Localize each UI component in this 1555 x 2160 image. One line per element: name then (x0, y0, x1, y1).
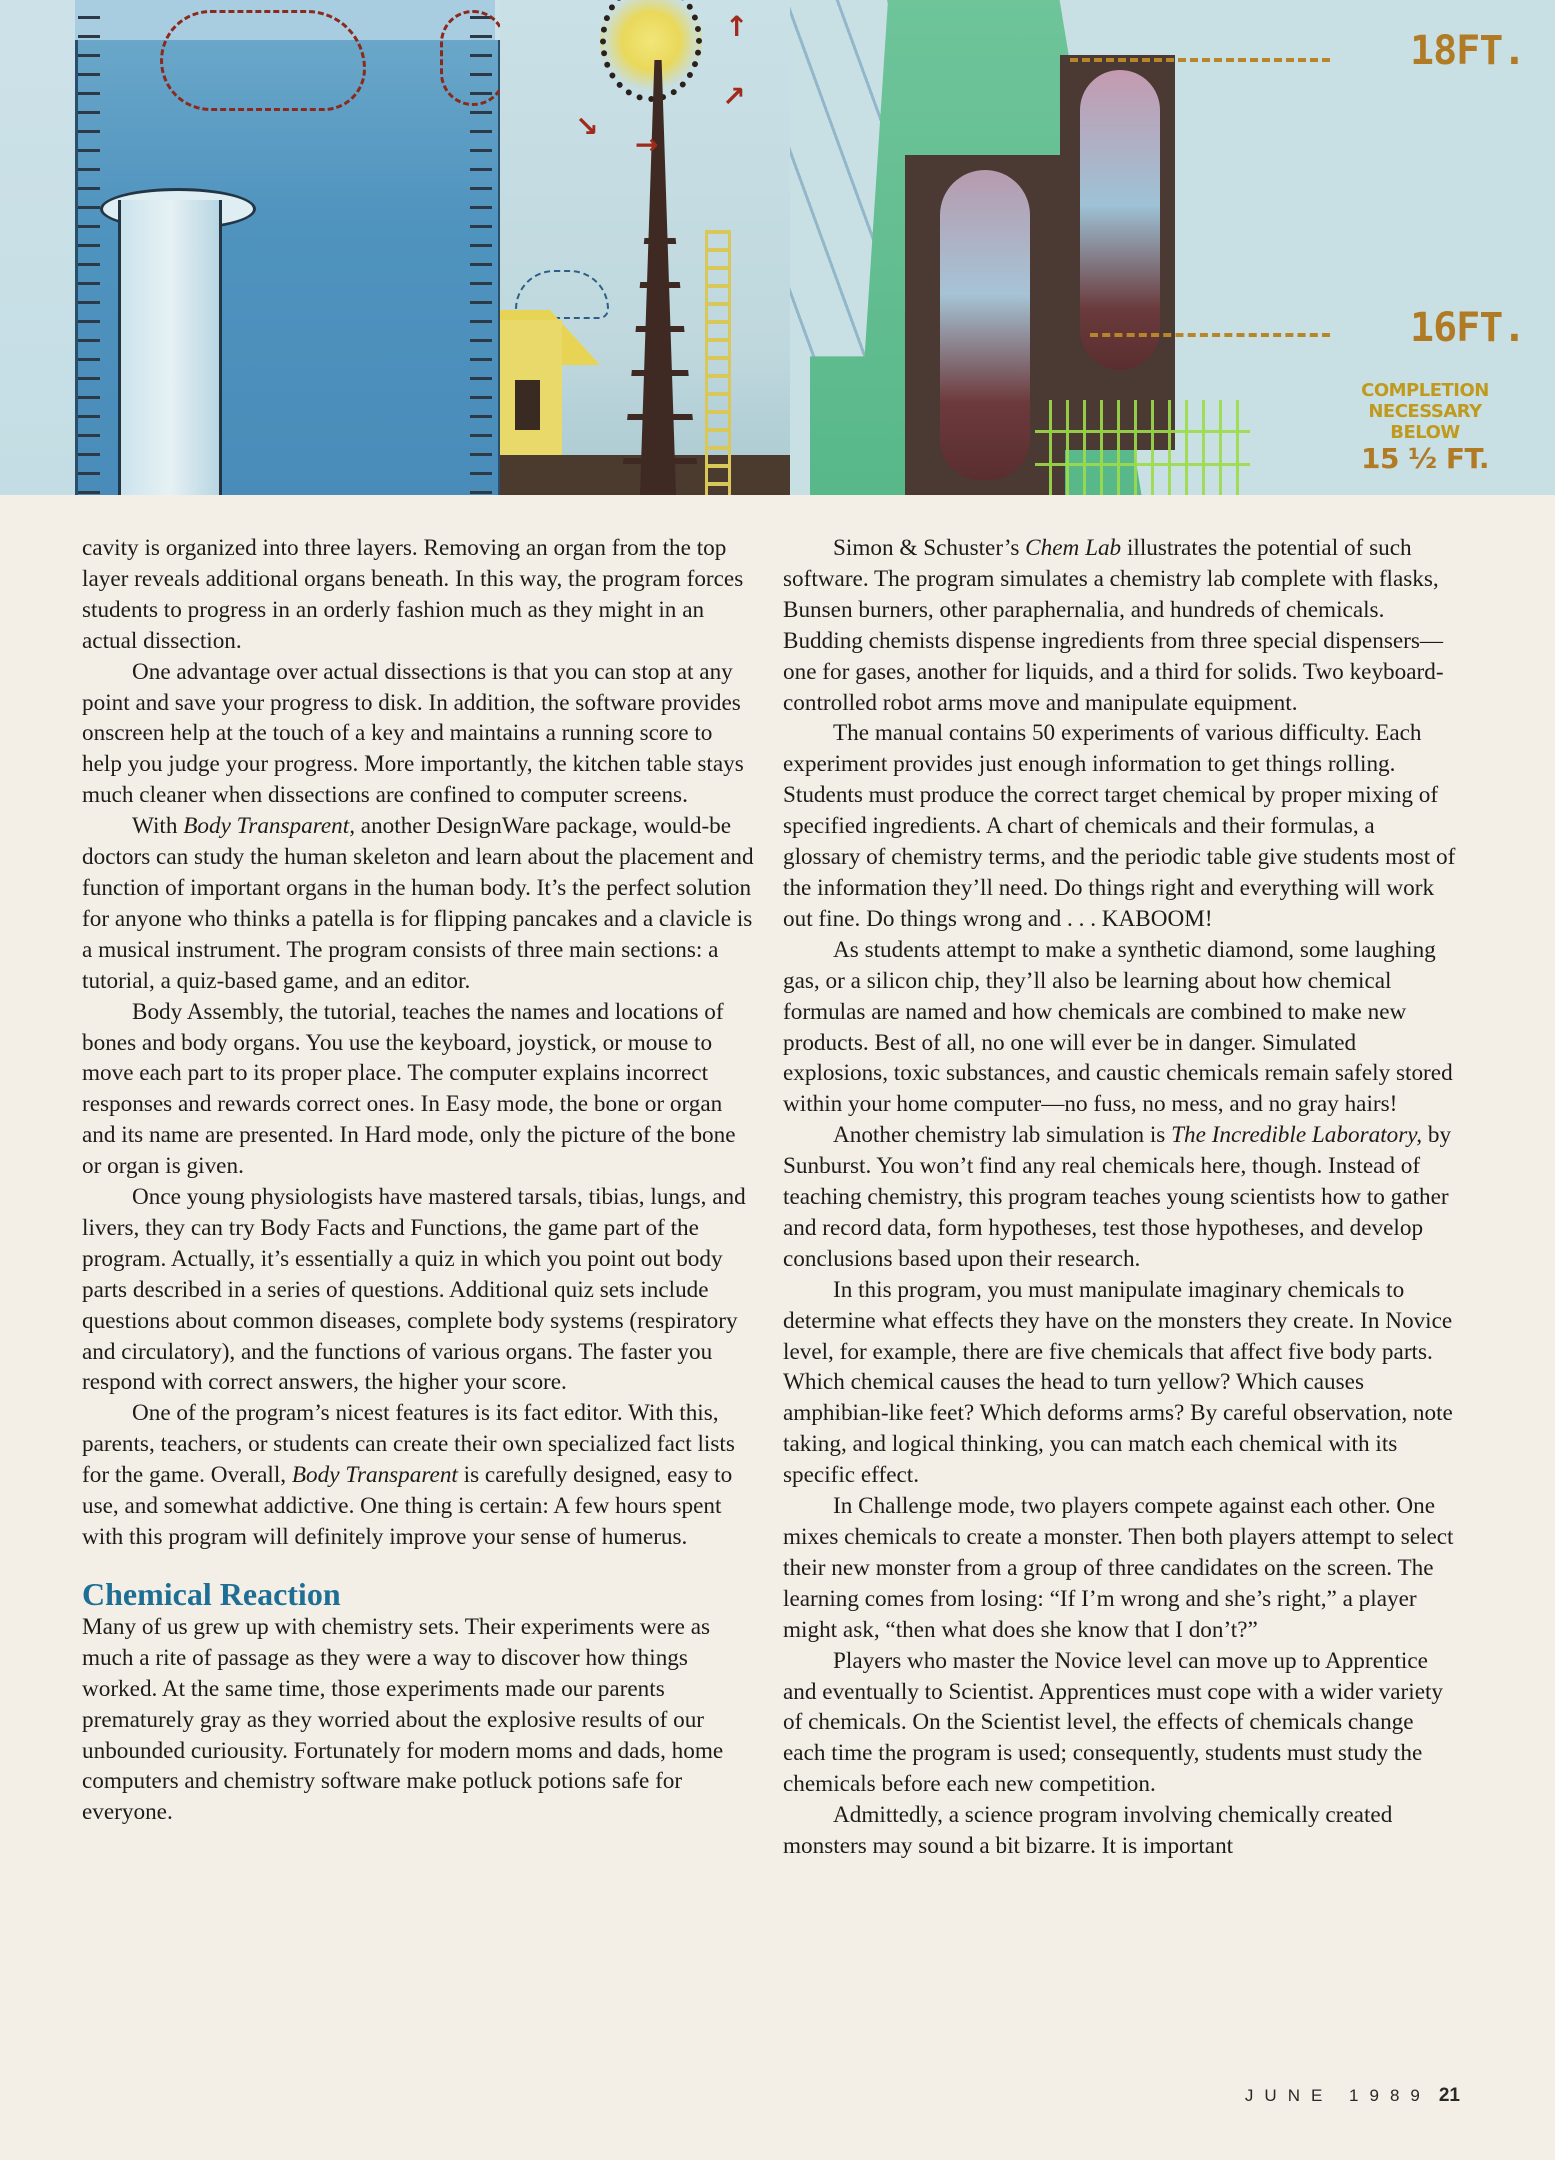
text-run: illustrates the potential of such software. The program simulates a chemistry lab complete with flasks, Bunsen burners, other paraphernalia, and hundreds of chemicals. Budding chemists dispense ingredients from three special dispensers—one for gases, another for liquids, and a third for solids. Two keyboard-controlled robot arms move and manipulate equipment. (783, 535, 1444, 716)
paragraph (82, 811, 754, 996)
height-label-16: 16FT. (1410, 305, 1526, 351)
paragraph: Body Assembly, the tutorial, teaches the names and locations of bones and body organs. You use the keyboard, joystick, or mouse to move each part to its proper place. The computer explains incorrect responses and rewards correct ones. In Easy mode, the bone or organ and its name are presented. In Hard mode, only the picture of the bone or organ is given. (82, 998, 736, 1180)
height-label-18: 18FT. (1410, 28, 1526, 74)
text-run: by Sunburst. You won’t find any real chemicals here, though. Instead of teaching chemistry, this program teaches young scientists how to gather and record data, form hypotheses, test those hypotheses, and develop conclusions based upon their research. (783, 1122, 1452, 1272)
cloud-sketch-icon (440, 10, 500, 106)
text-run: another DesignWare package, would-be doctors can study the human skeleton and learn about the placement and function of important organs in the human body. It’s the perfect solution for anyone who thinks a patella is for flipping pancakes and a clavicle is a musical instrument. The program consists of three main sections: a tutorial, a quiz-based game, and an editor. (82, 813, 754, 994)
measurement-ticks-left (78, 0, 100, 495)
article-column-right (783, 533, 1457, 1862)
paragraph: Players who master the Novice level can move up to Apprentice and eventually to Scientist. Apprentices must cope with a wider variety of chemicals. On the Scientist level, the effects of chemicals change each time the program is used; consequently, students must study the chemicals before each new competition. (783, 1647, 1444, 1798)
beaker-panel (0, 0, 500, 495)
product-title: The Incredible Laboratory, (1171, 1122, 1423, 1149)
windmill-wheel-icon (600, 0, 702, 102)
ballet-panel (790, 0, 1555, 495)
product-title: Chem Lab (1025, 535, 1122, 561)
arrow-down-right-icon: ↘ (575, 110, 599, 143)
paragraph: Many of us grew up with chemistry sets. Their experiments were as much a rite of passage as they were a way to discover how things worked. At the same time, those experiments made our parents prematurely gray as they worried about the explosive results of our unbounded curiousity. Fortunately for modern moms and dads, home computers and chemistry software make potluck potions safe for everyone. (82, 1613, 724, 1826)
text-run: One of the program’s nicest features is its fact editor. With this, parents, teachers, or students can create their own specialized fact lists for the game. Overall, (82, 1400, 735, 1489)
article-column-left (82, 533, 754, 1828)
paragraph: As students attempt to make a synthetic diamond, some laughing gas, or a silicon chip, they’ll also be learning about how chemical formulas are named and how chemicals are combined to make new products. Best of all, no one will ever be in danger. Simulated explosions, toxic substances, and caustic chemicals remain safely stored within your home computer—no fuss, no mess, and no gray hairs! (783, 936, 1453, 1118)
paragraph: Admittedly, a science program involving chemically created monsters may sound a bit bizarre. It is important (783, 1802, 1393, 1860)
section-heading: Chemical Reaction (82, 1575, 341, 1612)
text-run: Simon & Schuster’s (833, 535, 1026, 561)
completion-note (1340, 380, 1510, 475)
note-line: 15 ½ FT. (1360, 442, 1490, 475)
arrow-up-icon: ↑ (725, 10, 749, 43)
cloud-sketch-icon (160, 10, 366, 111)
issue-date: JUNE 1989 (1244, 2086, 1431, 2105)
height-marker-16 (1090, 333, 1330, 337)
page-number: 21 (1438, 2085, 1460, 2106)
ballet-shoe-icon (940, 170, 1030, 480)
height-marker-18 (1070, 58, 1330, 62)
paragraph: In Challenge mode, two players compete against each other. One mixes chemicals to create a monster. Then both players attempt to select their new monster from a group of three candidates on the screen. The learning comes from losing: “If I’m wrong and she’s right,” a player might ask, “then what does she know that I don’t?” (783, 1493, 1454, 1643)
note-line: NECESSARY (1368, 401, 1482, 422)
text-run: is carefully designed, easy to use, and somewhat addictive. One thing is certain: A few hours spent with this program will definitely improve your sense of humerus. (82, 1462, 733, 1550)
windmill-panel (500, 0, 790, 495)
ballet-shoe-icon (1080, 70, 1160, 370)
paragraph (783, 533, 1457, 718)
note-line: COMPLETION (1361, 380, 1489, 401)
paragraph: Once young physiologists have mastered tarsals, tibias, lungs, and livers, they can try Body Facts and Functions, the game part of the program. Actually, it’s essentially a quiz in which you point out body parts described in a series of questions. Additional quiz sets include questions about common diseases, complete body systems (respiratory and circulatory), and the functions of various organs. The faster you respond with correct answers, the higher your score. (82, 1184, 746, 1396)
arrow-right-icon: → (635, 128, 659, 161)
product-title: Body Transparent, (183, 813, 355, 840)
house-window (515, 380, 540, 430)
header-illustration (0, 0, 1555, 495)
test-tube-icon (118, 200, 222, 495)
note-line: BELOW (1390, 422, 1460, 443)
paragraph: The manual contains 50 experiments of various difficulty. Each experiment provides just enough information to get things rolling. Students must produce the correct target chemical by proper mixing of specified ingredients. A chart of chemicals and their formulas, a glossary of chemistry terms, and the periodic table give students most of the information they’ll need. Do things right and everything will work out fine. Do things wrong and . . . KABOOM! (783, 720, 1456, 932)
text-run: Another chemistry lab simulation is (833, 1122, 1172, 1149)
paragraph (783, 1120, 1457, 1275)
paragraph: In this program, you must manipulate imaginary chemicals to determine what effects they have on the monsters they create. In Novice level, for example, there are five chemicals that affect five body parts. Which chemical causes the head to turn yellow? Which causes amphibian-like feet? Which deforms arms? By careful observation, note taking, and logical thinking, you can match each chemical with its specific effect. (783, 1276, 1453, 1489)
page-footer (1170, 2085, 1460, 2107)
text-run: With (132, 813, 184, 840)
ladder-icon (705, 230, 731, 495)
product-title: Body Transparent (291, 1462, 458, 1489)
paragraph: One advantage over actual dissections is that you can stop at any point and save your progress to disk. In addition, the software provides onscreen help at the touch of a key and maintains a running score to help you judge your progress. More importantly, the kitchen table stays much cleaner when dissections are confined to computer screens. (82, 658, 744, 809)
arrow-up-icon: ↗ (722, 80, 746, 113)
paragraph (82, 1398, 754, 1553)
paragraph: cavity is organized into three layers. Removing an organ from the top layer reveals additional organs beneath. In this way, the program forces students to progress in an orderly fashion much as they might in an actual dissection. (82, 535, 744, 654)
fence-grid (1035, 400, 1250, 495)
